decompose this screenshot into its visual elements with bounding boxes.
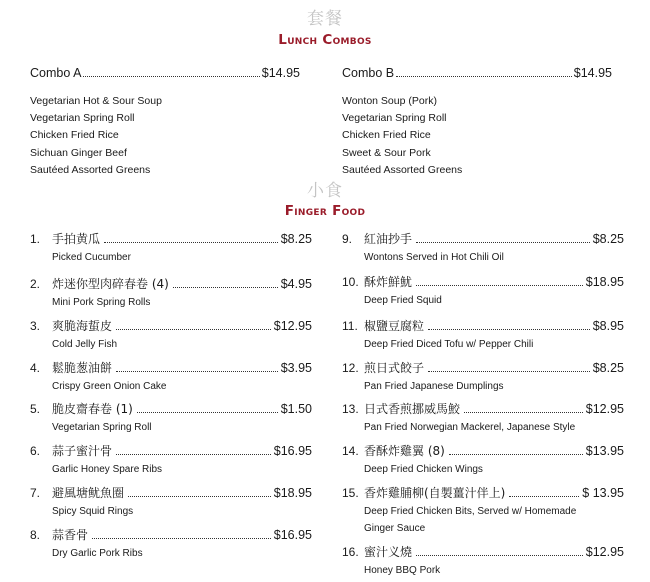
item-price: $16.95 [273,444,312,458]
item-price: $1.50 [280,402,312,416]
combo-b-item: Sautéed Assorted Greens [342,163,463,176]
item-price: $13.95 [585,444,624,458]
menu-item [30,315,312,355]
combo-a-item: Vegetarian Hot & Sour Soup [30,95,162,107]
finger-food-title: Finger Food [284,203,366,219]
item-leader [428,371,590,372]
combo-b-item: Vegetarian Spring Roll [342,112,447,125]
item-price: $18.95 [585,275,624,289]
item-number: 12. [342,361,359,375]
combo-b [342,66,612,179]
item-price: $8.25 [280,232,312,246]
item-chinese-name: 蜜汁义燒 [364,545,413,559]
item-number: 6. [30,444,41,458]
item-number: 4. [30,361,41,375]
item-leader [128,496,271,497]
item-leader [416,242,590,243]
item-english-name: Deep Fried Diced Tofu w/ Pepper Chili [364,339,534,350]
item-price: $18.95 [273,486,312,500]
item-english-name: Pan Fried Japanese Dumplings [364,381,504,392]
menu-item [30,273,312,313]
item-number: 14. [342,444,359,458]
item-chinese-name: 鬆脆葱油餅 [52,361,113,375]
item-leader [416,285,583,286]
item-number: 10. [342,275,359,289]
item-leader [116,454,271,455]
menu-item [30,482,312,522]
item-english-name: Vegetarian Spring Roll [52,422,152,433]
item-english-name: Dry Garlic Pork Ribs [52,548,143,559]
item-price: $12.95 [273,319,312,333]
item-leader [104,242,278,243]
item-english-name: Crispy Green Onion Cake [52,381,167,392]
item-english-name-continued: Ginger Sauce [364,523,426,534]
item-chinese-name: 炸迷你型肉碎春卷 (4) [52,277,169,291]
item-chinese-name: 香炸雞脯柳(自製薑汁伴上) [364,486,506,500]
item-english-name: Mini Pork Spring Rolls [52,297,151,308]
item-english-name: Wontons Served in Hot Chili Oil [364,252,504,263]
item-chinese-name: 香酥炸雞翼 (8) [364,444,445,458]
menu-item [342,541,624,581]
item-price: $12.95 [585,545,624,559]
lunch-combos-chinese-title: 套餐 [307,9,343,29]
item-leader [416,555,583,556]
item-number: 13. [342,402,359,416]
item-price: $12.95 [585,402,624,416]
item-price: $8.25 [592,361,624,375]
item-chinese-name: 避風塘鱿魚圈 [52,486,125,500]
item-chinese-name: 煎日式餃子 [364,361,425,375]
combo-a-price: $14.95 [261,66,300,80]
menu-item [342,482,624,540]
menu-item [342,228,624,268]
item-number: 15. [342,486,359,500]
combo-b-price: $14.95 [573,66,612,80]
item-chinese-name: 爽脆海蜇皮 [52,319,113,333]
item-leader [464,412,583,413]
combo-b-name: Combo B [342,66,395,80]
item-leader [137,412,278,413]
item-leader [509,496,579,497]
item-number: 8. [30,528,41,542]
finger-food-chinese-title: 小食 [307,181,343,201]
item-chinese-name: 酥炸鮮魷 [364,275,413,289]
item-number: 7. [30,486,41,500]
combo-a [30,66,300,179]
item-leader [428,329,590,330]
item-leader [116,371,278,372]
combo-b-leader [396,76,572,77]
item-chinese-name: 蒜子蜜汁骨 [52,444,113,458]
combo-b-item: Sweet & Sour Pork [342,146,431,159]
combo-b-item: Wonton Soup (Pork) [342,95,437,107]
item-price: $8.25 [592,232,624,246]
item-english-name: Garlic Honey Spare Ribs [52,464,163,475]
item-number: 1. [30,232,41,246]
item-price: $ 13.95 [582,486,624,500]
item-english-name: Deep Fried Chicken Wings [364,464,483,475]
menu-item [342,315,624,355]
menu-item [30,440,312,480]
menu-item [30,524,312,564]
item-leader [173,287,278,288]
item-english-name: Picked Cucumber [52,252,131,263]
item-number: 5. [30,402,41,416]
item-english-name: Honey BBQ Pork [364,565,441,576]
item-price: $4.95 [280,277,312,291]
item-english-name: Cold Jelly Fish [52,339,118,350]
combo-a-name: Combo A [30,66,82,80]
combo-b-item: Chicken Fried Rice [342,129,431,142]
item-chinese-name: 日式香煎挪威馬鮫 [364,402,461,416]
menu-item [30,357,312,397]
menu-item [30,398,312,438]
combo-a-item: Sichuan Ginger Beef [30,146,127,159]
combo-a-item: Vegetarian Spring Roll [30,112,135,125]
lunch-combos-title: Lunch Combos [278,32,372,48]
item-number: 3. [30,319,41,333]
combo-a-item: Sautéed Assorted Greens [30,163,151,176]
item-number: 2. [30,277,41,291]
combo-a-item: Chicken Fried Rice [30,129,119,142]
item-leader [449,454,583,455]
item-number: 9. [342,232,353,246]
combo-a-leader [83,76,259,77]
item-chinese-name: 脆皮齋春卷 (1) [52,402,133,416]
item-english-name: Spicy Squid Rings [52,506,134,517]
item-english-name: Deep Fried Squid [364,295,442,306]
item-english-name: Pan Fried Norwegian Mackerel, Japanese Style [364,422,576,433]
item-number: 16. [342,545,359,559]
item-number: 11. [342,319,358,333]
menu-item [342,398,624,438]
menu-item [342,357,624,397]
item-chinese-name: 蒜香骨 [52,528,89,542]
item-chinese-name: 手拍黄瓜 [52,232,101,246]
item-price: $3.95 [280,361,312,375]
item-leader [116,329,271,330]
item-price: $8.95 [592,319,624,333]
item-chinese-name: 椒鹽豆腐粒 [364,319,425,333]
menu-item [342,271,624,311]
menu-item [30,228,312,268]
item-english-name: Deep Fried Chicken Bits, Served w/ Homemade [364,506,577,517]
menu-item [342,440,624,480]
item-chinese-name: 紅油抄手 [364,232,413,246]
item-price: $16.95 [273,528,312,542]
item-leader [92,538,271,539]
